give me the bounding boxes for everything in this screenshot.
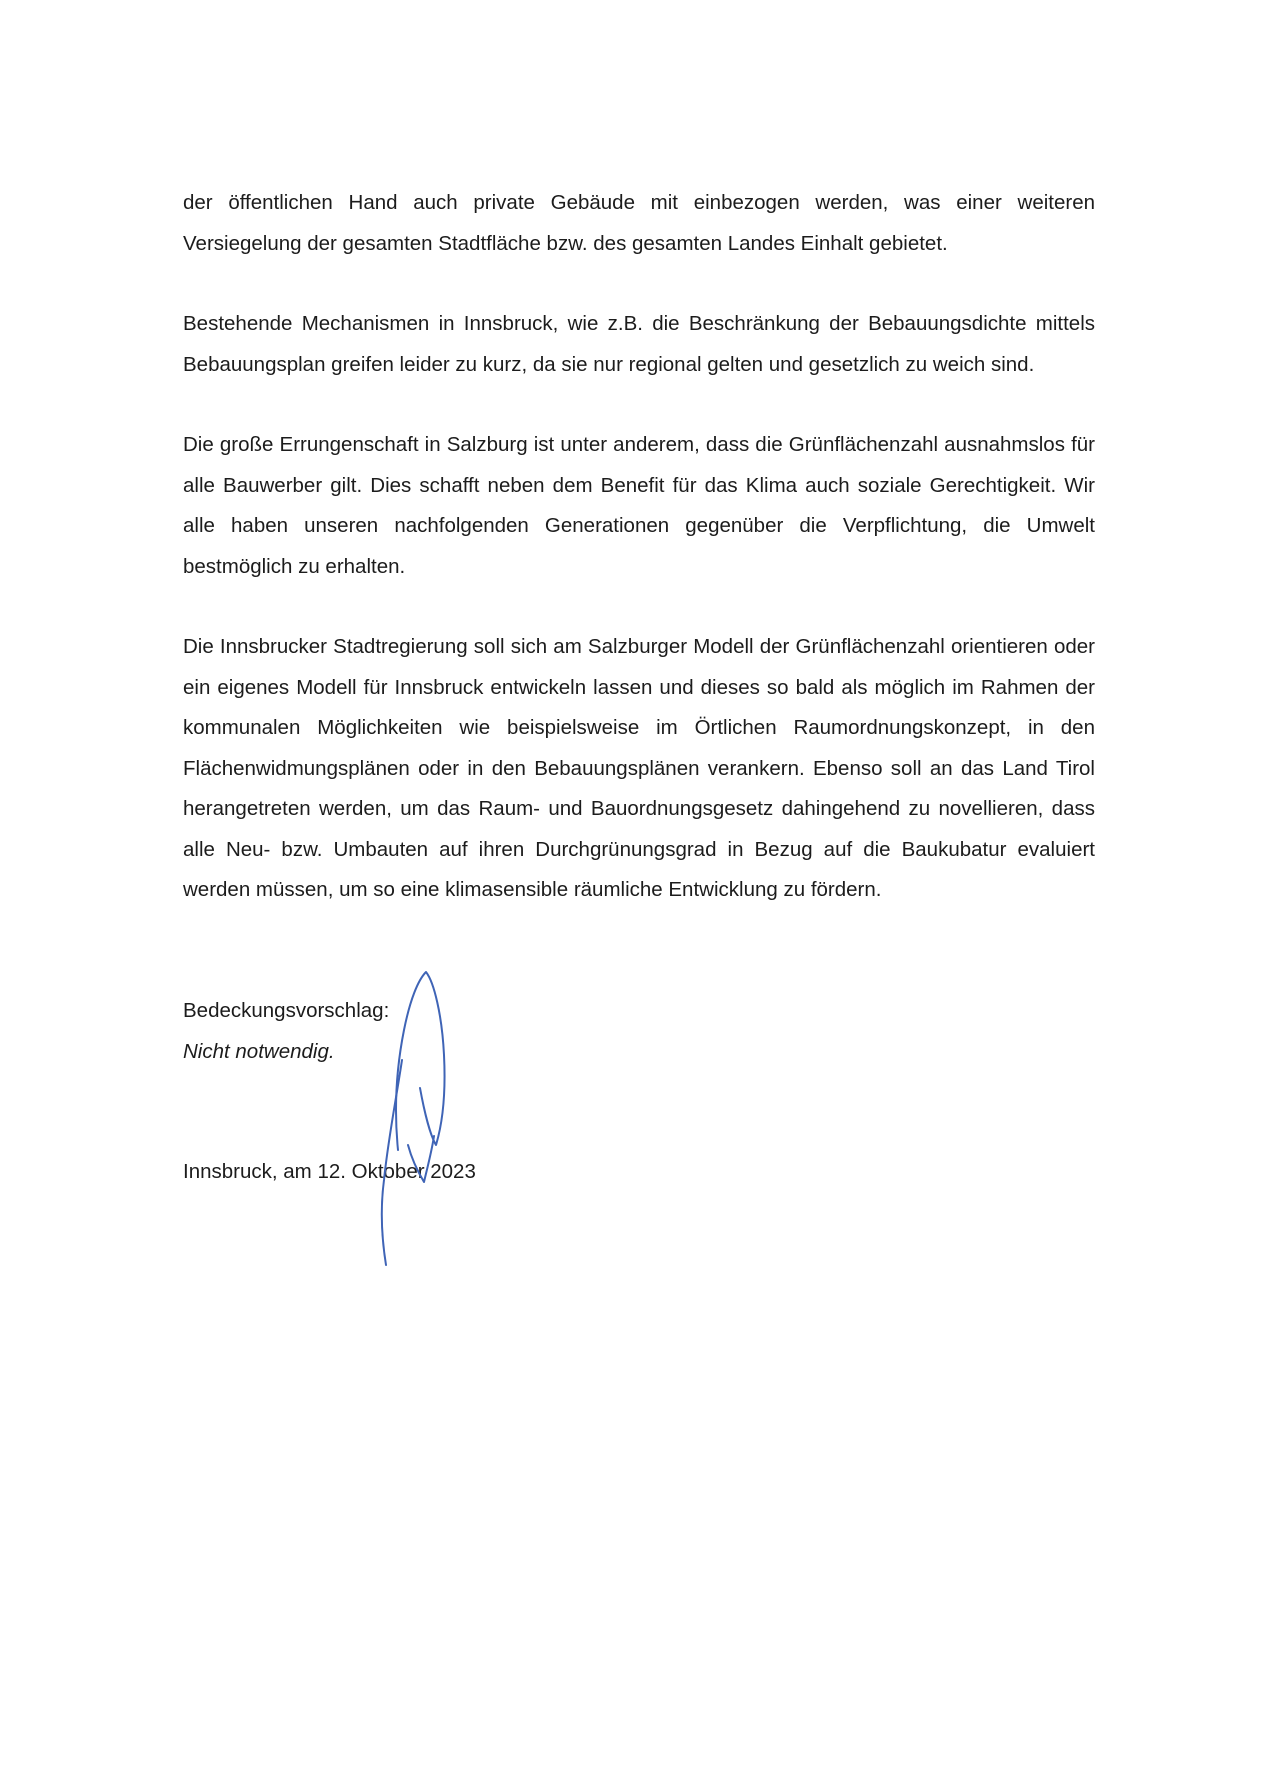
coverage-label: Bedeckungsvorschlag: [183,999,390,1022]
document-body [183,183,1095,951]
paragraph-1: der öffentlichen Hand auch private Gebäude mit einbezogen werden, was einer weiteren Versiegelung der gesamten Stadtfläche bzw. des gesamten Landes Einhalt gebietet. [183,191,1095,255]
paragraph-3: Die große Errungenschaft in Salzburg ist unter anderem, dass die Grünflächenzahl ausnahmslos für alle Bauwerber gilt. Dies schafft neben dem Benefit für das Klima auch soziale Gerechtigkeit. Wir alle haben unseren nachfolgenden Generationen gegenüber die Verpflichtung, die Umwelt bestmöglich zu erhalten. [183,433,1095,578]
paragraph-4: Die Innsbrucker Stadtregierung soll sich am Salzburger Modell der Grünflächenzahl orientieren oder ein eigenes Modell für Innsbruck entwickeln lassen und dieses so bald als möglich im Rahmen der kommunalen Möglichkeiten wie beispielsweise im Örtlichen Raumordnungskonzept, in den Flächenwidmungsplänen oder in den Bebauungsplänen verankern. Ebenso soll an das Land Tirol herangetreten werden, um das Raum- und Bauordnungsgesetz dahingehend zu novellieren, dass alle Neu- bzw. Umbauten auf ihren Durchgrünungsgrad in Bezug auf die Baukubatur evaluiert werden müssen, um so eine klimasensible räumliche Entwicklung zu fördern. [183,635,1095,901]
coverage-section [183,991,783,1072]
paragraph-2: Bestehende Mechanismen in Innsbruck, wie z.B. die Beschränkung der Bebauungsdichte mittels Bebauungsplan greifen leider zu kurz, da sie nur regional gelten und gesetzlich zu weich sind. [183,312,1095,376]
place-date: Innsbruck, am 12. Oktober 2023 [183,1160,476,1183]
coverage-value: Nicht notwendig. [183,1039,335,1063]
